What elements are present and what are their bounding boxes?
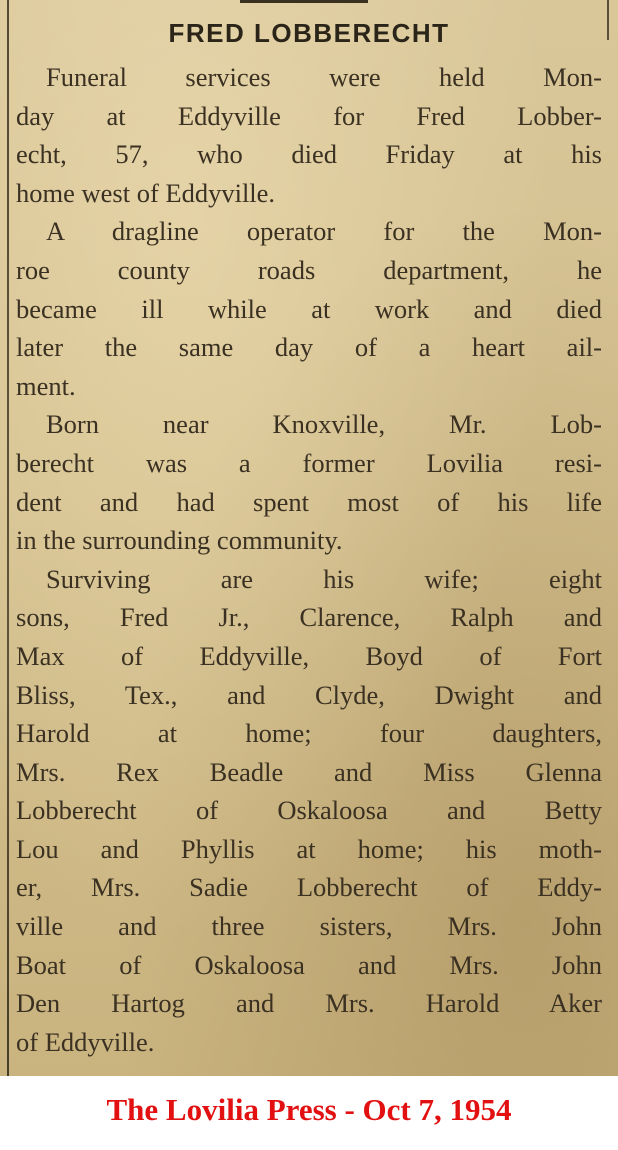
article-line: Surviving are his wife; eight xyxy=(46,563,602,594)
article-line: sons, Fred Jr., Clarence, Ralph and xyxy=(16,602,602,633)
article-line: home west of Eddyville. xyxy=(16,177,276,208)
article-line: Lobberecht of Oskaloosa and Betty xyxy=(16,795,602,826)
obituary-headline: FRED LOBBERECHT xyxy=(168,18,450,48)
article-line: Harold at home; four daughters, xyxy=(16,718,602,749)
article-line: berecht was a former Lovilia resi- xyxy=(16,447,602,478)
top-rule xyxy=(240,0,368,3)
article-line: of Eddyville. xyxy=(16,1026,155,1057)
article-line: Lou and Phyllis at home; his moth- xyxy=(16,833,602,864)
source-caption: The Lovilia Press - Oct 7, 1954 xyxy=(106,1092,512,1127)
article-line: in the surrounding community. xyxy=(16,525,343,556)
article-line: Den Hartog and Mrs. Harold Aker xyxy=(16,988,602,1019)
article-line: echt, 57, who died Friday at his xyxy=(16,139,602,170)
article-line: Mrs. Rex Beadle and Miss Glenna xyxy=(16,756,602,787)
article-line: became ill while at work and died xyxy=(16,293,602,324)
article-line: later the same day of a heart ail- xyxy=(16,332,602,363)
article-line: Bliss, Tex., and Clyde, Dwight and xyxy=(16,679,602,710)
column-rule-left xyxy=(7,0,9,1076)
obituary-body xyxy=(16,58,602,1061)
article-line: Max of Eddyville, Boyd of Fort xyxy=(16,640,602,671)
article-line: A dragline operator for the Mon- xyxy=(46,216,602,247)
article-line: dent and had spent most of his life xyxy=(16,486,602,517)
article-line: ville and three sisters, Mrs. John xyxy=(16,911,602,942)
article-line: ment. xyxy=(16,370,76,401)
article-line: roe county roads department, he xyxy=(16,254,602,285)
article-line: er, Mrs. Sadie Lobberecht of Eddy- xyxy=(16,872,602,903)
article-line: day at Eddyville for Fred Lobber- xyxy=(16,100,602,131)
article-line: Funeral services were held Mon- xyxy=(46,62,602,92)
article-line: Boat of Oskaloosa and Mrs. John xyxy=(16,949,602,980)
article-line: Born near Knoxville, Mr. Lob- xyxy=(46,409,602,440)
